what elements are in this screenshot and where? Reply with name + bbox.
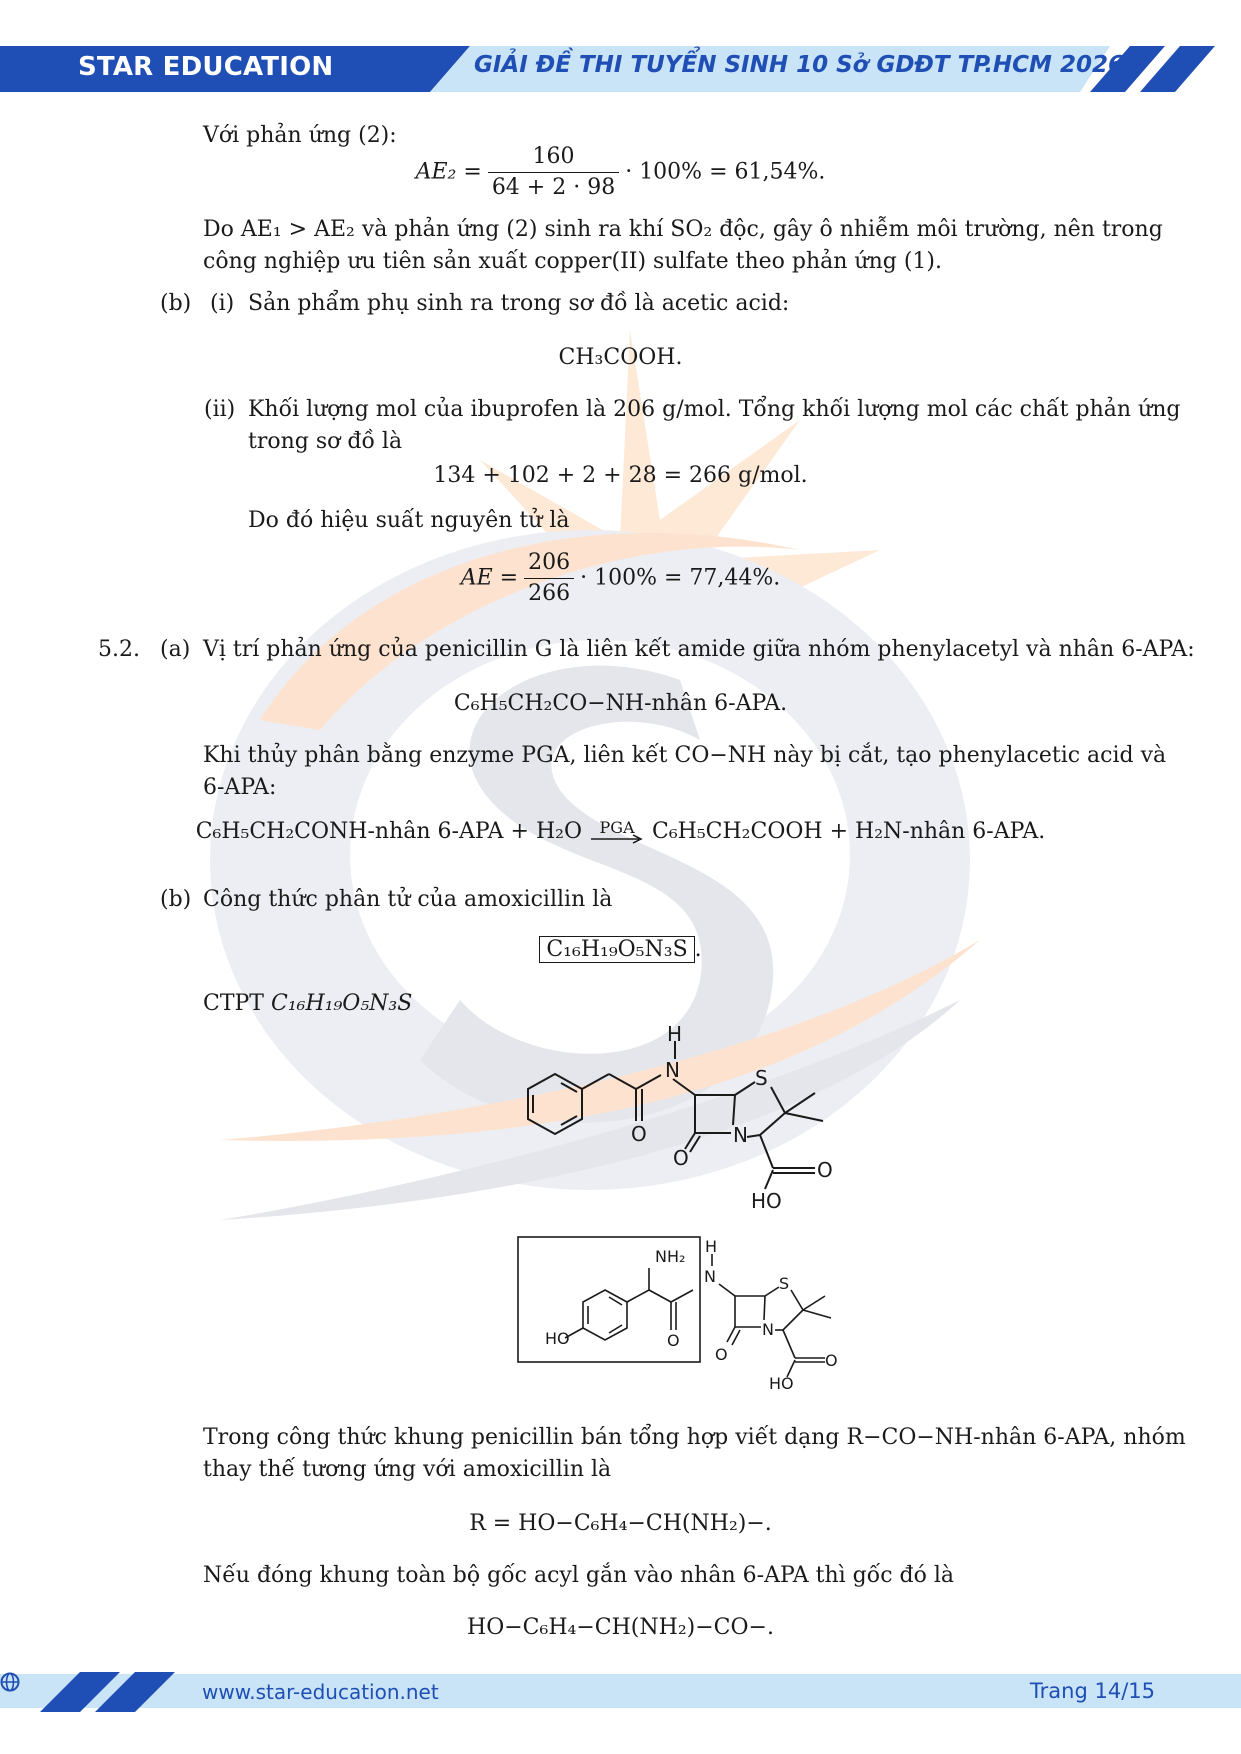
equation-acyl-group: HO−C₆H₄−CH(NH₂)−CO−.	[467, 1615, 774, 1640]
reaction-arrow	[589, 820, 645, 844]
equation-penicillin-g-bond: C₆H₅CH₂CO−NH-nhân 6-APA.	[453, 691, 788, 716]
atom-s: S	[779, 1274, 790, 1293]
equation-lhs: AE₂ =	[415, 159, 482, 185]
paragraph-r-group-line-2: thay thế tương ứng với amoxicillin là	[203, 1457, 612, 1482]
equation-acetic-acid: CH₃COOH.	[558, 345, 683, 370]
item-a-text: Vị trí phản ứng của penicillin G là liên kết amide giữa nhóm phenylacetyl và nhân 6-APA:	[203, 637, 1195, 662]
paragraph-r-group-line-1: Trong công thức khung penicillin bán tổng hợp viết dạng R−CO−NH-nhân 6-APA, nhóm	[203, 1425, 1186, 1450]
arrow-label: PGA	[599, 818, 635, 837]
atom-o-lactam: O	[715, 1345, 728, 1364]
atom-s: S	[755, 1066, 768, 1090]
item-label-b: (b)	[160, 291, 192, 316]
fraction	[524, 548, 574, 609]
ctpt-line	[203, 988, 412, 1020]
equation-r-group: R = HO−C₆H₄−CH(NH₂)−.	[469, 1511, 772, 1536]
boxed-formula: C₁₆H₁₉O₅N₃S	[539, 936, 694, 963]
item-label-a: (a)	[160, 637, 191, 662]
atom-o-amide: O	[631, 1122, 647, 1146]
item-i-text: Sản phẩm phụ sinh ra trong sơ đồ là acetic acid:	[248, 291, 790, 316]
atom-h: H	[705, 1237, 718, 1256]
equation-reactants: C₆H₅CH₂CONH-nhân 6-APA + H₂O	[195, 819, 582, 844]
penicillin-g-structure	[515, 1025, 845, 1215]
paragraph-acyl-line: Nếu đóng khung toàn bộ gốc acyl gắn vào nhân 6-APA thì gốc đó là	[203, 1563, 954, 1588]
equation-hydrolysis	[0, 816, 1241, 848]
atom-h: H	[667, 1025, 683, 1046]
equation-ae2	[0, 142, 1241, 203]
website-link[interactable]: www.star-education.net	[202, 1680, 439, 1704]
paragraph-conclusion-line-1: Do AE₁ > AE₂ và phản ứng (2) sinh ra khí SO₂ độc, gây ô nhiễm môi trường, nên trong	[203, 217, 1163, 242]
ctpt-label: CTPT	[203, 991, 264, 1016]
fraction-numerator: 160	[488, 142, 619, 173]
page-footer	[0, 1672, 1241, 1712]
page-number: Trang 14/15	[1029, 1679, 1155, 1703]
atom-n-amide: N	[665, 1058, 680, 1082]
globe-icon	[0, 1672, 20, 1692]
item-label-b-2: (b)	[160, 887, 192, 912]
item-ii-line-3: Do đó hiệu suất nguyên tử là	[248, 508, 570, 533]
equation-ae	[0, 548, 1241, 609]
amoxicillin-structure	[515, 1232, 845, 1392]
section-label-5-2: 5.2.	[98, 637, 140, 662]
equation-amoxicillin-formula	[0, 934, 1241, 966]
equation-rhs: · 100% = 77,44%.	[580, 565, 781, 591]
equation-rhs: · 100% = 61,54%.	[625, 159, 826, 185]
atom-o-acid: O	[825, 1351, 838, 1370]
item-b-text: Công thức phân tử của amoxicillin là	[203, 887, 613, 912]
ctpt-formula: C₁₆H₁₉O₅N₃S	[270, 991, 413, 1016]
atom-ho-phenol: HO	[545, 1329, 570, 1348]
atom-nh2: NH₂	[655, 1247, 686, 1266]
atom-n-ring: N	[733, 1123, 748, 1147]
atom-o-acid: O	[817, 1158, 833, 1182]
equation-lhs: AE =	[460, 565, 519, 591]
fraction-denominator: 266	[528, 581, 571, 606]
atom-o-lactam: O	[673, 1146, 689, 1170]
item-ii-line-1: Khối lượng mol của ibuprofen là 206 g/mol. Tổng khối lượng mol các chất phản ứng	[248, 397, 1181, 422]
atom-ho: HO	[751, 1189, 782, 1213]
fraction-denominator: 64 + 2 · 98	[491, 175, 616, 200]
item-label-ii: (ii)	[204, 397, 236, 422]
brand-name: STAR EDUCATION	[78, 52, 334, 82]
item-a-line-2: Khi thủy phân bằng enzyme PGA, liên kết CO−NH này bị cắt, tạo phenylacetic acid và	[203, 743, 1167, 768]
atom-o-amide: O	[667, 1331, 680, 1350]
item-a-line-3: 6-APA:	[203, 775, 277, 800]
fraction	[488, 142, 619, 203]
paragraph-reaction-2: Với phản ứng (2):	[203, 123, 397, 148]
equation-total-mass: 134 + 102 + 2 + 28 = 266 g/mol.	[433, 463, 808, 488]
formula-period: .	[694, 937, 702, 962]
item-label-i: (i)	[210, 291, 235, 316]
atom-n-ring: N	[762, 1320, 774, 1339]
atom-ho-acid: HO	[769, 1374, 794, 1392]
item-ii-line-2: trong sơ đồ là	[248, 429, 403, 454]
equation-products: C₆H₅CH₂COOH + H₂N-nhân 6-APA.	[652, 819, 1046, 844]
atom-n-amide: N	[704, 1267, 716, 1286]
fraction-numerator: 206	[524, 548, 574, 579]
document-title: GIẢI ĐỀ THI TUYỂN SINH 10 Sở GDĐT TP.HCM 2026	[474, 52, 1124, 78]
page-header	[0, 46, 1241, 92]
paragraph-conclusion-line-2: công nghiệp ưu tiên sản xuất copper(II) sulfate theo phản ứng (1).	[203, 249, 942, 274]
